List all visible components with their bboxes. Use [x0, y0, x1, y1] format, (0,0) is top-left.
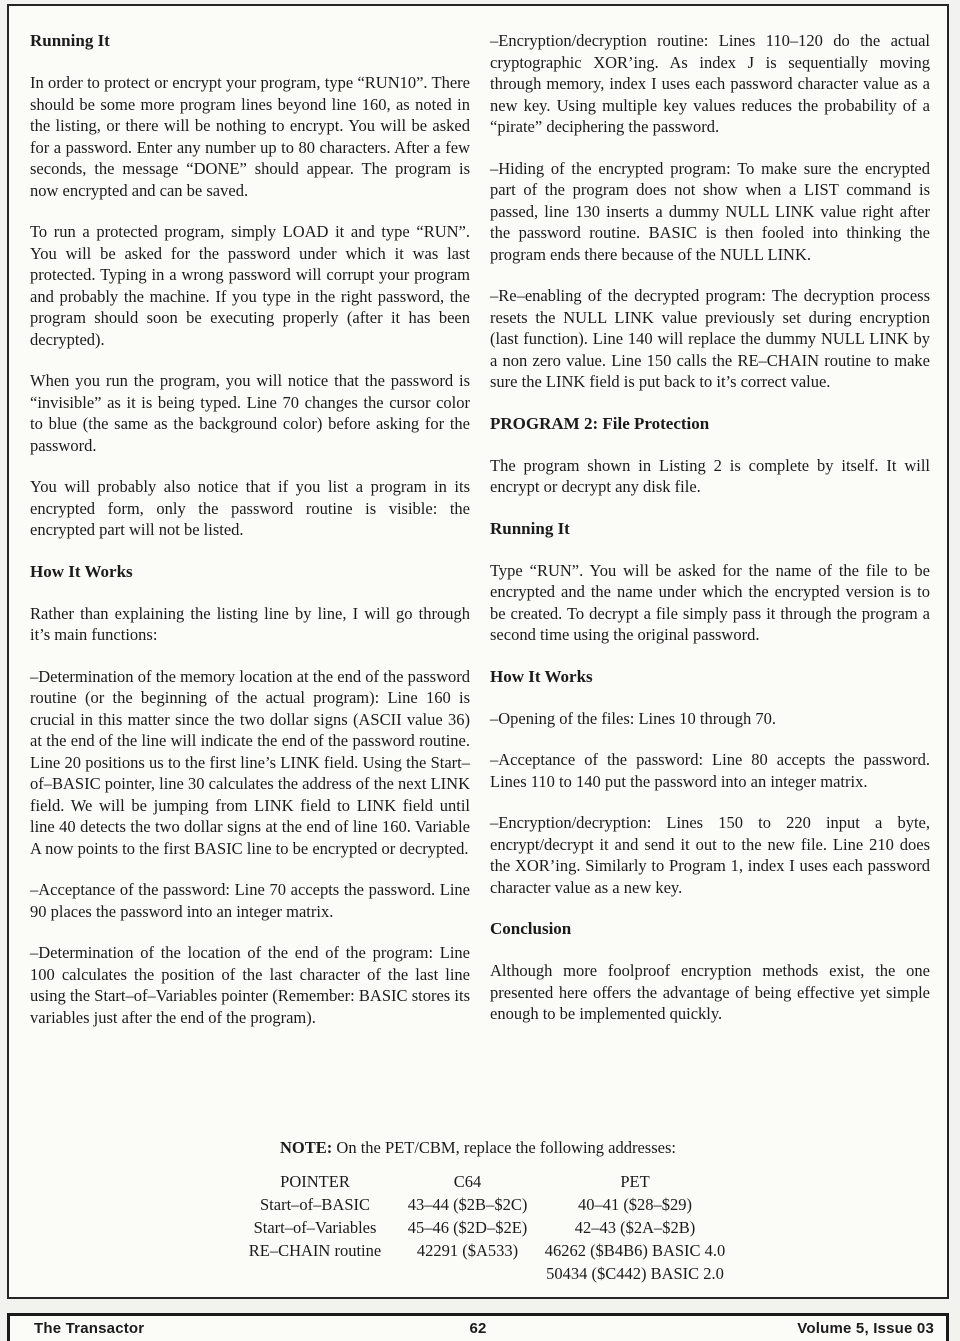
note-line — [9, 1137, 947, 1159]
paragraph: –Opening of the files: Lines 10 through 70. — [490, 708, 776, 728]
heading-how-it-works-2: How It Works — [490, 666, 593, 686]
heading-program-2: PROGRAM 2: File Protection — [490, 413, 710, 433]
column-header-pointer: POINTER — [280, 1172, 350, 1191]
paragraph: Rather than explaining the listing line by line, I will go through it’s main functions: — [30, 603, 470, 644]
heading-running-it-2: Running It — [490, 518, 570, 538]
paragraph: Type “RUN”. You will be asked for the name of the file to be encrypted and the name under which the encrypted version is to be created. To decrypt a file simply pass it through the program a second time using the original password. — [490, 560, 930, 644]
paragraph: –Determination of the memory location at the end of the password routine (or the beginning of the actual program): Line 160 is crucial in this matter since the two dollar signs (ASCII value 36) at the end of the line will indicate the end of the password routine. Line 20 positions us to the first line’s LINK field. Using the Start–of–BASIC pointer, line 30 calculates the address of the next LINK field. We will be jumping from LINK field to LINK field until line 40 detects the two dollar signs at the end of line 160. Variable A now points to the first BASIC line to be encrypted or decrypted. — [30, 666, 470, 858]
paragraph: –Re–enabling of the decrypted program: The decryption process resets the NULL LINK value previously set during encryption (last function). Line 140 will replace the dummy NULL LINK by a non zero value. Line 150 calls the RE–CHAIN routine to make sure the LINK field is put back to it’s correct value. — [490, 286, 930, 391]
table-cell: 42–43 ($2A–$2B) — [574, 1218, 696, 1237]
heading-running-it: Running It — [30, 31, 110, 50]
column-header-c64: C64 — [453, 1172, 482, 1191]
paragraph: To run a protected program, simply LOAD it and type “RUN”. You will be asked for the password under which it was last protected. Typing in a wrong password will corrupt your program and probably the machine. If you type in the right password, the program should soon be executing properly (after it has been decrypted). — [30, 222, 470, 349]
article-frame — [7, 4, 949, 1299]
column-header-pet: PET — [620, 1172, 650, 1191]
note-label: NOTE: — [280, 1138, 333, 1157]
paragraph: When you run the program, you will notice that the password is “invisible” as it is being typed. Line 70 changes the cursor color to blue (the same as the background color) before asking for the password. — [30, 371, 470, 455]
address-table — [230, 1170, 735, 1285]
table-cell: Start–of–Variables — [253, 1218, 377, 1237]
paragraph: –Determination of the location of the end of the program: Line 100 calculates the position of the last character of the last line using the Start–of–Variables pointer (Remember: BASIC stores its variables just after the end of the program). — [30, 943, 470, 1027]
heading-conclusion: Conclusion — [490, 919, 572, 938]
note-text: On the PET/CBM, replace the following addresses: — [336, 1138, 676, 1157]
table-row — [230, 1262, 735, 1285]
table-row — [230, 1239, 735, 1262]
column-left — [30, 30, 470, 1048]
table-row — [230, 1193, 735, 1216]
paragraph: The program shown in Listing 2 is complete by itself. It will encrypt or decrypt any disk file. — [490, 455, 930, 496]
footer-issue-label: Volume 5, Issue 03 — [797, 1320, 934, 1337]
paragraph: Although more foolproof encryption methods exist, the one presented here offers the advantage of being effective yet simple enough to be implemented quickly. — [490, 961, 930, 1023]
table-header-row — [230, 1170, 735, 1193]
table-cell: 40–41 ($28–$29) — [577, 1195, 693, 1214]
heading-how-it-works: How It Works — [30, 561, 133, 581]
table-cell: RE–CHAIN routine — [248, 1241, 382, 1260]
table-cell: 42291 ($A533) — [416, 1241, 519, 1260]
table-row — [230, 1216, 735, 1239]
table-cell: 50434 ($C442) BASIC 2.0 — [546, 1264, 724, 1283]
paragraph: You will probably also notice that if you list a program in its encrypted form, only the password routine is visible: the encrypted part will not be listed. — [30, 477, 470, 539]
table-cell — [400, 1262, 535, 1285]
paragraph: –Acceptance of the password: Line 80 accepts the password. Lines 110 to 140 put the password into an integer matrix. — [490, 750, 930, 791]
table-cell — [230, 1262, 400, 1285]
paragraph: –Acceptance of the password: Line 70 accepts the password. Line 90 places the password into an integer matrix. — [30, 880, 470, 921]
column-right — [490, 30, 930, 1045]
paragraph: In order to protect or encrypt your program, type “RUN10”. There should be some more program lines beyond line 160, as noted in the listing, or there will be nothing to encrypt. You will be asked for a password. Enter any number up to 80 characters. After a few seconds, the message “DONE” should appear. The program is now encrypted and can be saved. — [30, 73, 470, 200]
footer-band — [7, 1313, 949, 1341]
paragraph: –Hiding of the encrypted program: To make sure the encrypted part of the program does not show when a LIST command is passed, line 130 inserts a dummy NULL LINK value right after the password routine. BASIC is then fooled into thinking the program ends there because of the NULL LINK. — [490, 158, 930, 264]
paragraph: –Encryption/decryption: Lines 150 to 220 input a byte, encrypt/decrypt it and send it out to the new file. Line 210 does the XOR’ing. Similarly to Program 1, index I uses each password character value as a new key. — [490, 813, 930, 897]
table-cell: Start–of–BASIC — [259, 1195, 370, 1214]
table-cell: 43–44 ($2B–$2C) — [407, 1195, 528, 1214]
footer-magazine-title: The Transactor — [34, 1320, 145, 1337]
note-block — [9, 1137, 947, 1285]
table-cell: 45–46 ($2D–$2E) — [407, 1218, 528, 1237]
table-cell: 46262 ($B4B6) BASIC 4.0 — [544, 1241, 726, 1260]
paragraph: –Encryption/decryption routine: Lines 110–120 do the actual cryptographic XOR’ing. As index J is sequentially moving through memory, index I uses each password character value as a new key. Using multiple key values reduces the probability of a “pirate” deciphering the password. — [490, 31, 930, 136]
footer-page-number: 62 — [469, 1320, 487, 1337]
